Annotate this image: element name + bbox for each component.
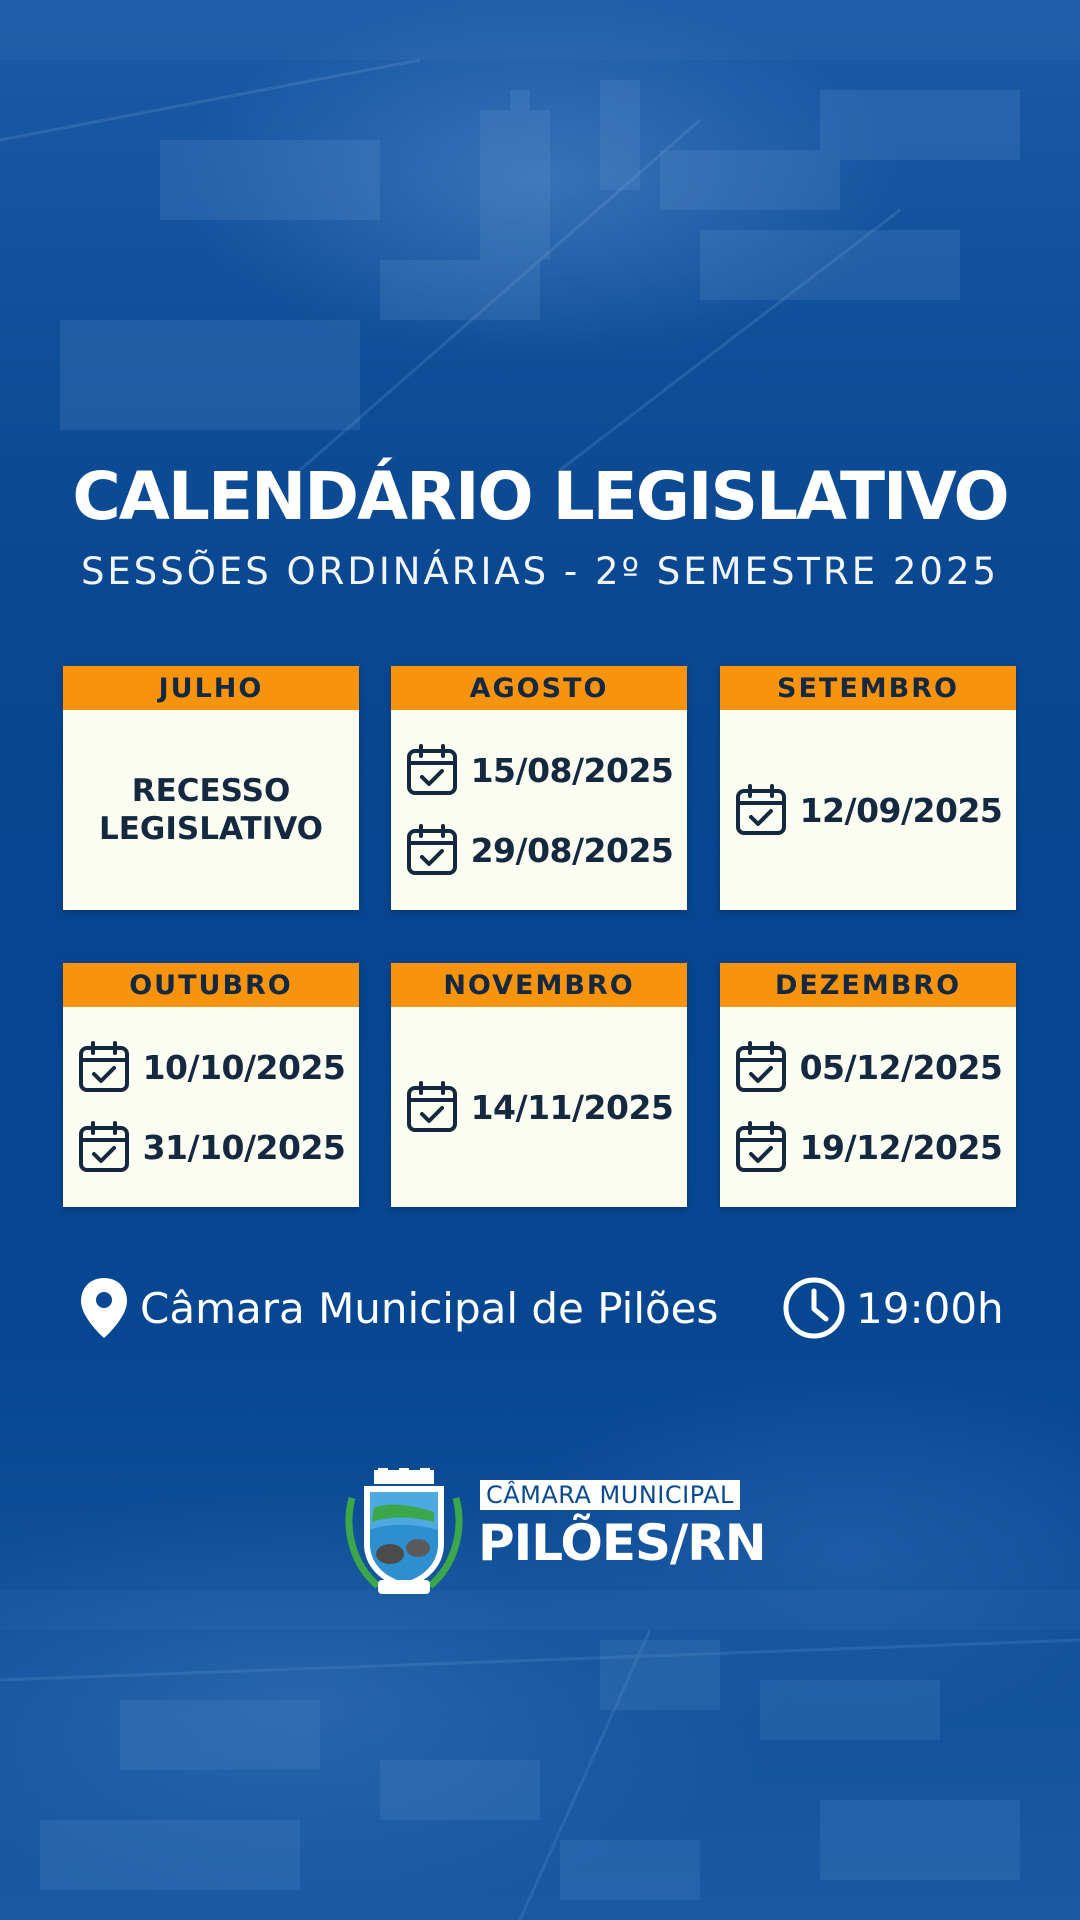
location-info (78, 1268, 718, 1348)
recess-line-2: LEGISLATIVO (98, 811, 324, 847)
calendar-check-icon (734, 783, 788, 837)
logo-line-1: CÂMARA MUNICIPAL (480, 1480, 740, 1510)
date-text: 12/09/2025 (799, 790, 1003, 830)
month-header: AGOSTO (391, 666, 687, 710)
month-card-outubro (63, 963, 359, 1207)
date-text: 10/10/2025 (142, 1047, 346, 1087)
date-text: 29/08/2025 (470, 830, 674, 870)
month-header: SETEMBRO (720, 666, 1016, 710)
month-header: DEZEMBRO (720, 963, 1016, 1007)
month-card-dezembro (720, 963, 1016, 1207)
camara-logo (338, 1462, 766, 1602)
session-date (405, 743, 674, 797)
session-info (0, 1268, 1080, 1348)
month-card-agosto (391, 666, 687, 910)
calendar-check-icon (405, 823, 459, 877)
session-date (77, 1040, 346, 1094)
calendar-check-icon (734, 1040, 788, 1094)
month-header: OUTUBRO (63, 963, 359, 1007)
calendar-check-icon (405, 743, 459, 797)
city-background-top (0, 0, 1080, 470)
session-date (734, 783, 1003, 837)
session-date (734, 1120, 1003, 1174)
session-date (405, 823, 674, 877)
calendar-check-icon (77, 1120, 131, 1174)
recess-label (99, 772, 323, 848)
month-header: NOVEMBRO (391, 963, 687, 1007)
date-text: 19/12/2025 (799, 1127, 1003, 1167)
month-card-julho (63, 666, 359, 910)
page-subtitle: SESSÕES ORDINÁRIAS - 2º SEMESTRE 2025 (80, 550, 1000, 593)
session-date (77, 1120, 346, 1174)
month-header: JULHO (63, 666, 359, 710)
month-card-novembro (391, 963, 687, 1207)
coat-of-arms-icon (338, 1468, 470, 1596)
page-title: CALENDÁRIO LEGISLATIVO (72, 458, 1008, 535)
date-text: 15/08/2025 (470, 750, 674, 790)
calendar-check-icon (77, 1040, 131, 1094)
calendar-check-icon (734, 1120, 788, 1174)
calendar-check-icon (405, 1080, 459, 1134)
session-date (734, 1040, 1003, 1094)
time-info (782, 1268, 1004, 1348)
date-text: 05/12/2025 (799, 1047, 1003, 1087)
recess-line-1: RECESSO (131, 773, 291, 809)
map-pin-icon (78, 1276, 130, 1340)
month-card-setembro (720, 666, 1016, 910)
clock-icon (782, 1276, 846, 1340)
logo-line-2: PILÕES/RN (478, 1514, 766, 1572)
date-text: 14/11/2025 (470, 1087, 674, 1127)
session-date (405, 1080, 674, 1134)
location-text: Câmara Municipal de Pilões (140, 1283, 719, 1333)
time-text: 19:00h (856, 1283, 1004, 1333)
date-text: 31/10/2025 (142, 1127, 346, 1167)
city-background-bottom (0, 1380, 1080, 1920)
